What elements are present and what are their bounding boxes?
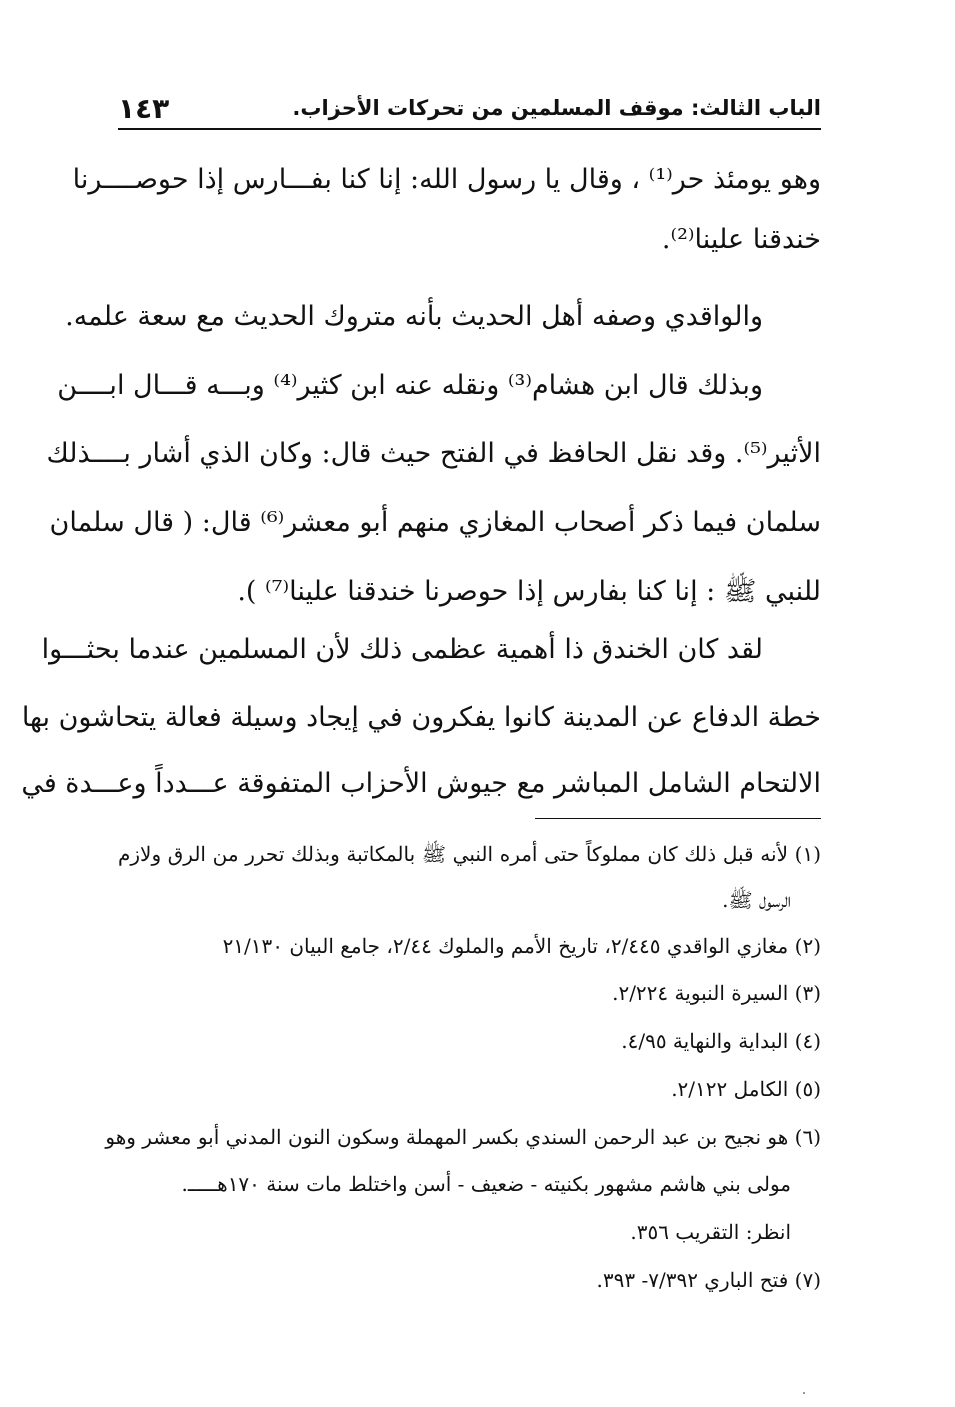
- text-line: الأثير⁽⁵⁾. وقد نقل الحافظ في الفتح حيث قال: وكان الذي أشار بــــذلك: [46, 438, 821, 469]
- footnote-line: (١) لأنه قبل ذلك كان مملوكاً حتى أمره النبي ﷺ بالمكاتبة وبذلك تحرر من الرق ولازم: [118, 842, 821, 866]
- chapter-title: الباب الثالث: موقف المسلمين من تحركات الأحزاب.: [292, 96, 821, 120]
- text-line: للنبي ﷺ : إنا كنا بفارس إذا حوصرنا خندقنا علينا⁽⁷⁾ ).: [237, 576, 821, 607]
- header-rule: [118, 128, 821, 130]
- footnote-line: (٢) مغازي الواقدي ٢/٤٤٥، تاريخ الأمم والملوك ٢/٤٤، جامع البيان ٢١/١٣٠: [222, 934, 821, 958]
- text-line: لقد كان الخندق ذا أهمية عظمى ذلك لأن المسلمين عندما بحثـــوا: [41, 634, 763, 665]
- page-number: ١٤٣: [118, 92, 170, 125]
- footnote-rule: [535, 818, 821, 819]
- text-line: الالتحام الشامل المباشر مع جيوش الأحزاب المتفوقة عـــدداً وعـــدة في: [21, 768, 821, 799]
- text-line: خطة الدفاع عن المدينة كانوا يفكرون في إيجاد وسيلة فعالة يتحاشون بها: [21, 702, 821, 733]
- scan-speck: [803, 1392, 805, 1394]
- footnote-line: (٥) الكامل ٢/١٢٢.: [671, 1077, 821, 1101]
- text-line: وبذلك قال ابن هشام⁽³⁾ ونقله عنه ابن كثير⁽⁴⁾ وبـــه قـــال ابــــن: [57, 370, 763, 401]
- text-line: خندقنا علينا⁽²⁾.: [661, 224, 821, 255]
- running-header: [118, 92, 821, 128]
- footnote-line: مولى بني هاشم مشهور بكنيته - ضعيف - أسن واختلط مات سنة ١٧٠هـــــ.: [181, 1172, 791, 1196]
- text-line: سلمان فيما ذكر أصحاب المغازي منهم أبو معشر⁽⁶⁾ قال: ( قال سلمان: [49, 507, 821, 538]
- footnote-line: (٧) فتح الباري ٧/٣٩٢- ٣٩٣.: [596, 1268, 821, 1292]
- footnote-line: الرسول ﷺ.: [722, 888, 791, 912]
- footnote-line: (٦) هو نجيح بن عبد الرحمن السندي بكسر المهملة وسكون النون المدني أبو معشر وهو: [105, 1125, 821, 1149]
- footnote-line: انظر: التقريب ٣٥٦.: [630, 1220, 791, 1244]
- text-line: وهو يومئذ حر⁽¹⁾ ، وقال يا رسول الله: إنا كنا بفـــارس إذا حوصــــرنا: [72, 164, 821, 195]
- text-line: والواقدي وصفه أهل الحديث بأنه متروك الحديث مع سعة علمه.: [65, 301, 763, 332]
- footnote-line: (٣) السيرة النبوية ٢/٢٢٤.: [612, 981, 821, 1005]
- footnote-line: (٤) البداية والنهاية ٤/٩٥.: [621, 1029, 821, 1053]
